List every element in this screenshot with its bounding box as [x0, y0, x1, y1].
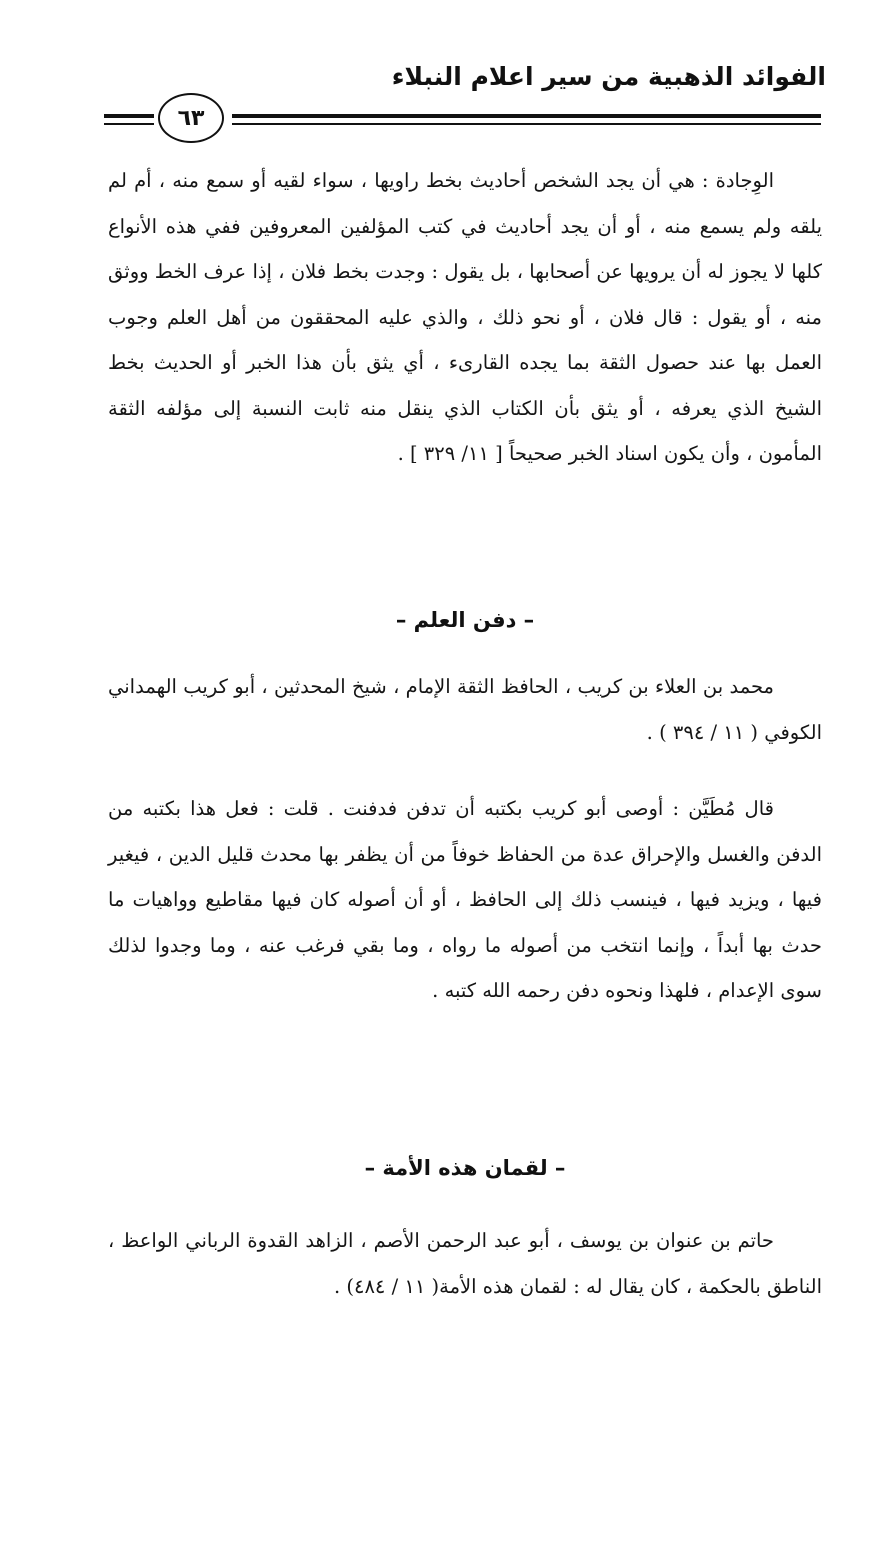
header-rule: [104, 114, 154, 118]
abu-kurayb-paragraph: محمد بن العلاء بن كريب ، الحافظ الثقة الإمام ، شيخ المحدثين ، أبو كريب الهمداني الكوفي ( ١١ / ٣٩٤ ) .: [108, 675, 822, 744]
section-heading-luqman: – لقمان هذه الأمة –: [364, 1156, 566, 1180]
wijada-paragraph: الوِجادة : هي أن يجد الشخص أحاديث بخط راويها ، سواء لقيه أو سمع منه ، أم لم يلقه ولم يسمع منه ، أو أن يجد أحاديث في كتب المؤلفين المعروفين ففي هذه الأنواع كلها لا يجوز له أن يرويها عن أصحابها ، بل يقول : وجدت بخط فلان ، إذا عرف الخط ووثق منه ، أو يقول : قال فلان ، أو نحو ذلك ، والذي عليه المحققون من أهل العلم وجوب العمل بها عند حصول الثقة بما يجده القارىء ، أي يثق بأن هذا الخبر أو الحديث بخط الشيخ الذي يعرفه ، أو يثق بأن الكتاب الذي ينقل منه ثابت النسبة إلى مؤلفه الثقة المأمون ، وأن يكون اسناد الخبر صحيحاً [ ١١/ ٣٢٩ ] .: [108, 169, 822, 465]
hatim-paragraph: حاتم بن عنوان بن يوسف ، أبو عبد الرحمن الأصم ، الزاهد القدوة الرباني الواعظ ، الناطق بالحكمة ، كان يقال له : لقمان هذه الأمة( ١١ / ٤٨٤) .: [108, 1229, 822, 1298]
muttayan-paragraph: قال مُطَيَّن : أوصى أبو كريب بكتبه أن تدفن فدفنت . قلت : فعل هذا بكتبه من الدفن والغسل والإحراق عدة من الحفاظ خوفاً من أن يظفر بها محدث قليل الدين ، فيغير فيها ، ويزيد فيها ، فينسب ذلك إلى الحافظ ، أو أن أصوله كان فيها مقاطيع وواهيات ما حدث بها أبداً ، وإنما انتخب من أصوله ما رواه ، وما بقي فرغب عنه ، وما وجدوا لذلك سوى الإعدام ، فلهذا ونحوه دفن رحمه الله كتبه .: [108, 797, 822, 1002]
dafn-intro: [108, 664, 822, 755]
section-heading-dafn: – دفن العلم –: [395, 608, 535, 632]
running-title: الفوائد الذهبية من سير اعلام النبلاء: [391, 62, 826, 91]
header-rule: [232, 114, 821, 118]
luqman-body: [108, 1218, 822, 1309]
page-number: ٦٣: [158, 93, 224, 143]
wijada-section: [108, 158, 822, 477]
header-rule: [232, 123, 821, 125]
dafn-body: [108, 786, 822, 1014]
header-rule: [104, 123, 154, 125]
